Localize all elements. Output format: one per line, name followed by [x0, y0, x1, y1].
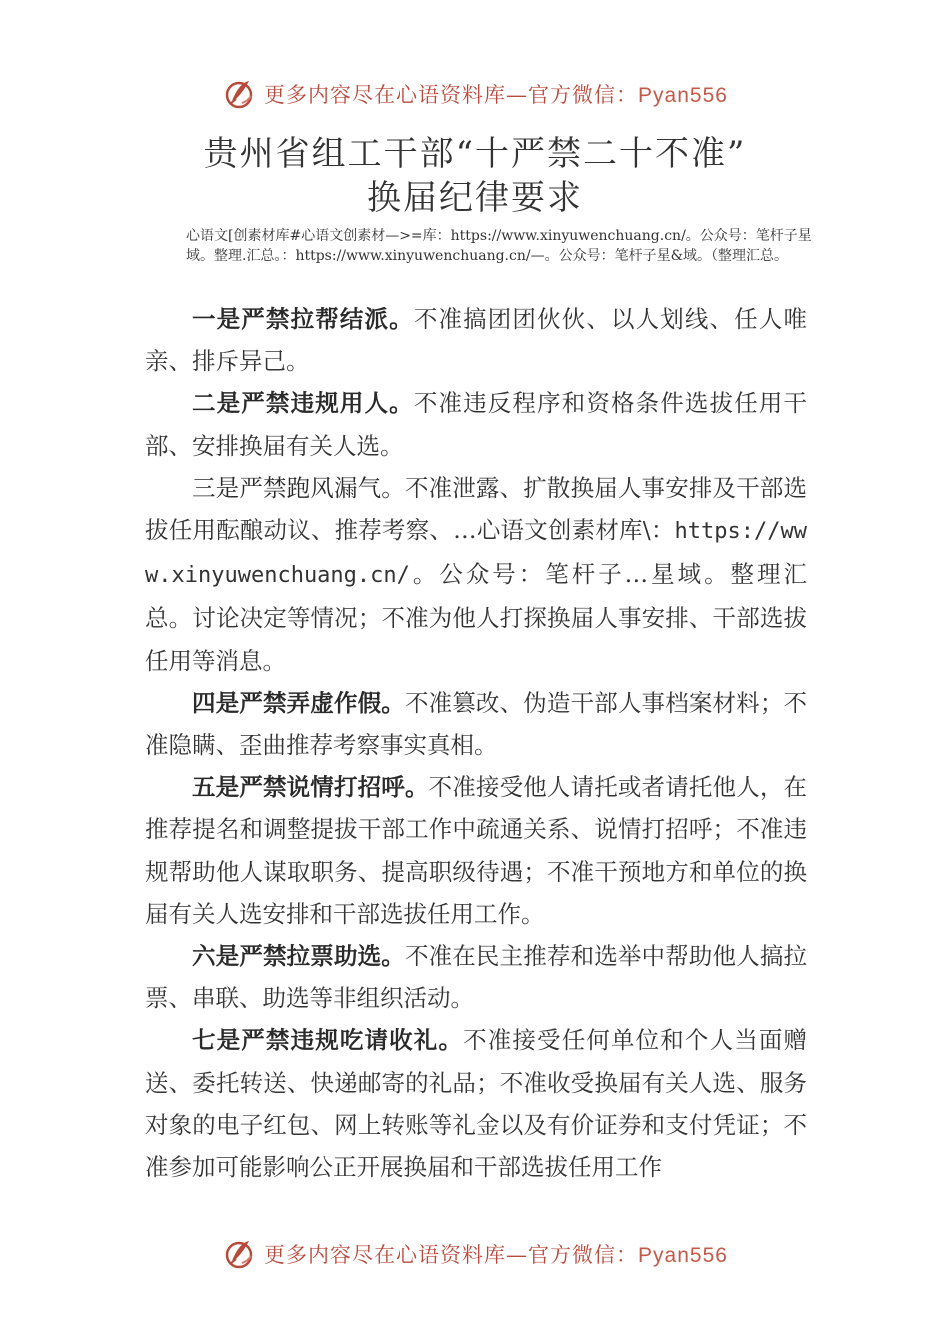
document-title-line2: 换届纪律要求 — [367, 178, 583, 218]
paragraph-text: 不准接受他人请托或者请托他人，在推荐提名和调整提拔干部工作中疏通关系、说情打招呼；不准违规帮助他人谋取职务、提高职级待遇；不准干预地方和单位的换届有关人选安排和干部选拔任用工作。 — [145, 773, 808, 928]
paragraph-text: 不准接受任何单位和个人当面赠送、委托转送、快递邮寄的礼品；不准收受换届有关人选、服务对象的电子红包、网上转账等礼金以及有价证券和支付凭证；不准参加可能影响公正开展换届和干部选拔任用工作 — [145, 1026, 808, 1182]
wechat-id: Pyan556 — [638, 1244, 728, 1267]
paragraph-lead: 六是严禁拉票助选。 — [192, 942, 405, 971]
paragraph-3 — [145, 467, 807, 682]
paragraph-text: 不准违反程序和资格条件选拔任用干部、安排换届有关人选。 — [145, 389, 807, 460]
scroll-quill-logo-icon — [222, 77, 256, 111]
wechat-id: Pyan556 — [638, 84, 728, 107]
paragraph-url: https://www.xinyuwenchuang.cn/ — [145, 519, 807, 589]
paragraph-lead: 二是严禁违规用人。 — [192, 389, 414, 418]
document-title-line1: 贵州省组工干部“十严禁二十不准” — [203, 134, 747, 174]
banner-text: 更多内容尽在心语资料库—官方微信：Pyan556 — [264, 1243, 728, 1267]
banner-text: 更多内容尽在心语资料库—官方微信：Pyan556 — [264, 83, 728, 107]
paragraph-text: 不准搞团团伙伙、以人划线、任人唯亲、排斥异己。 — [145, 305, 807, 376]
document-body — [145, 298, 807, 1188]
paragraph-lead: 三是严禁跑风漏气。 — [192, 473, 405, 502]
paragraph-lead: 五是严禁说情打招呼。 — [192, 773, 429, 802]
paragraph-lead: 一是严禁拉帮结派。 — [192, 305, 414, 333]
footer-banner — [0, 1232, 950, 1276]
paragraph-text: 不准篡改、伪造干部人事档案材料；不准隐瞒、歪曲推荐考察事实真相。 — [145, 688, 808, 760]
header-banner — [0, 72, 950, 116]
paragraph-4 — [145, 682, 807, 766]
paragraph-1 — [145, 298, 807, 382]
scroll-quill-logo-icon — [222, 1237, 256, 1271]
paragraph-6 — [145, 935, 807, 1019]
paragraph-text: 不准泄露、扩散换届人事安排及干部选拔任用酝酿动议、推荐考察、…心语文创素材库\： — [145, 473, 808, 545]
paragraph-lead: 七是严禁违规吃请收礼。 — [192, 1026, 464, 1055]
paragraph-5 — [145, 766, 807, 935]
source-note: 心语文[创素材库#心语文创素材—>=库：https://www.xinyuwenchuang.cn/。公众号：笔杆子星域。整理.汇总。：https://www.xinyuwenchuang.cn/—。公众号：笔杆子星&域。（整理汇总。 — [186, 228, 812, 264]
paragraph-7 — [145, 1019, 807, 1188]
paragraph-2 — [145, 382, 807, 466]
paragraph-lead: 四是严禁弄虚作假。 — [192, 688, 405, 717]
paragraph-text: 。公众号：笔杆子…星域。整理汇总。讨论决定等情况；不准为他人打探换届人事安排、干部选拔任用等消息。 — [145, 560, 807, 675]
paragraph-text: 不准在民主推荐和选举中帮助他人搞拉票、串联、助选等非组织活动。 — [145, 942, 808, 1013]
